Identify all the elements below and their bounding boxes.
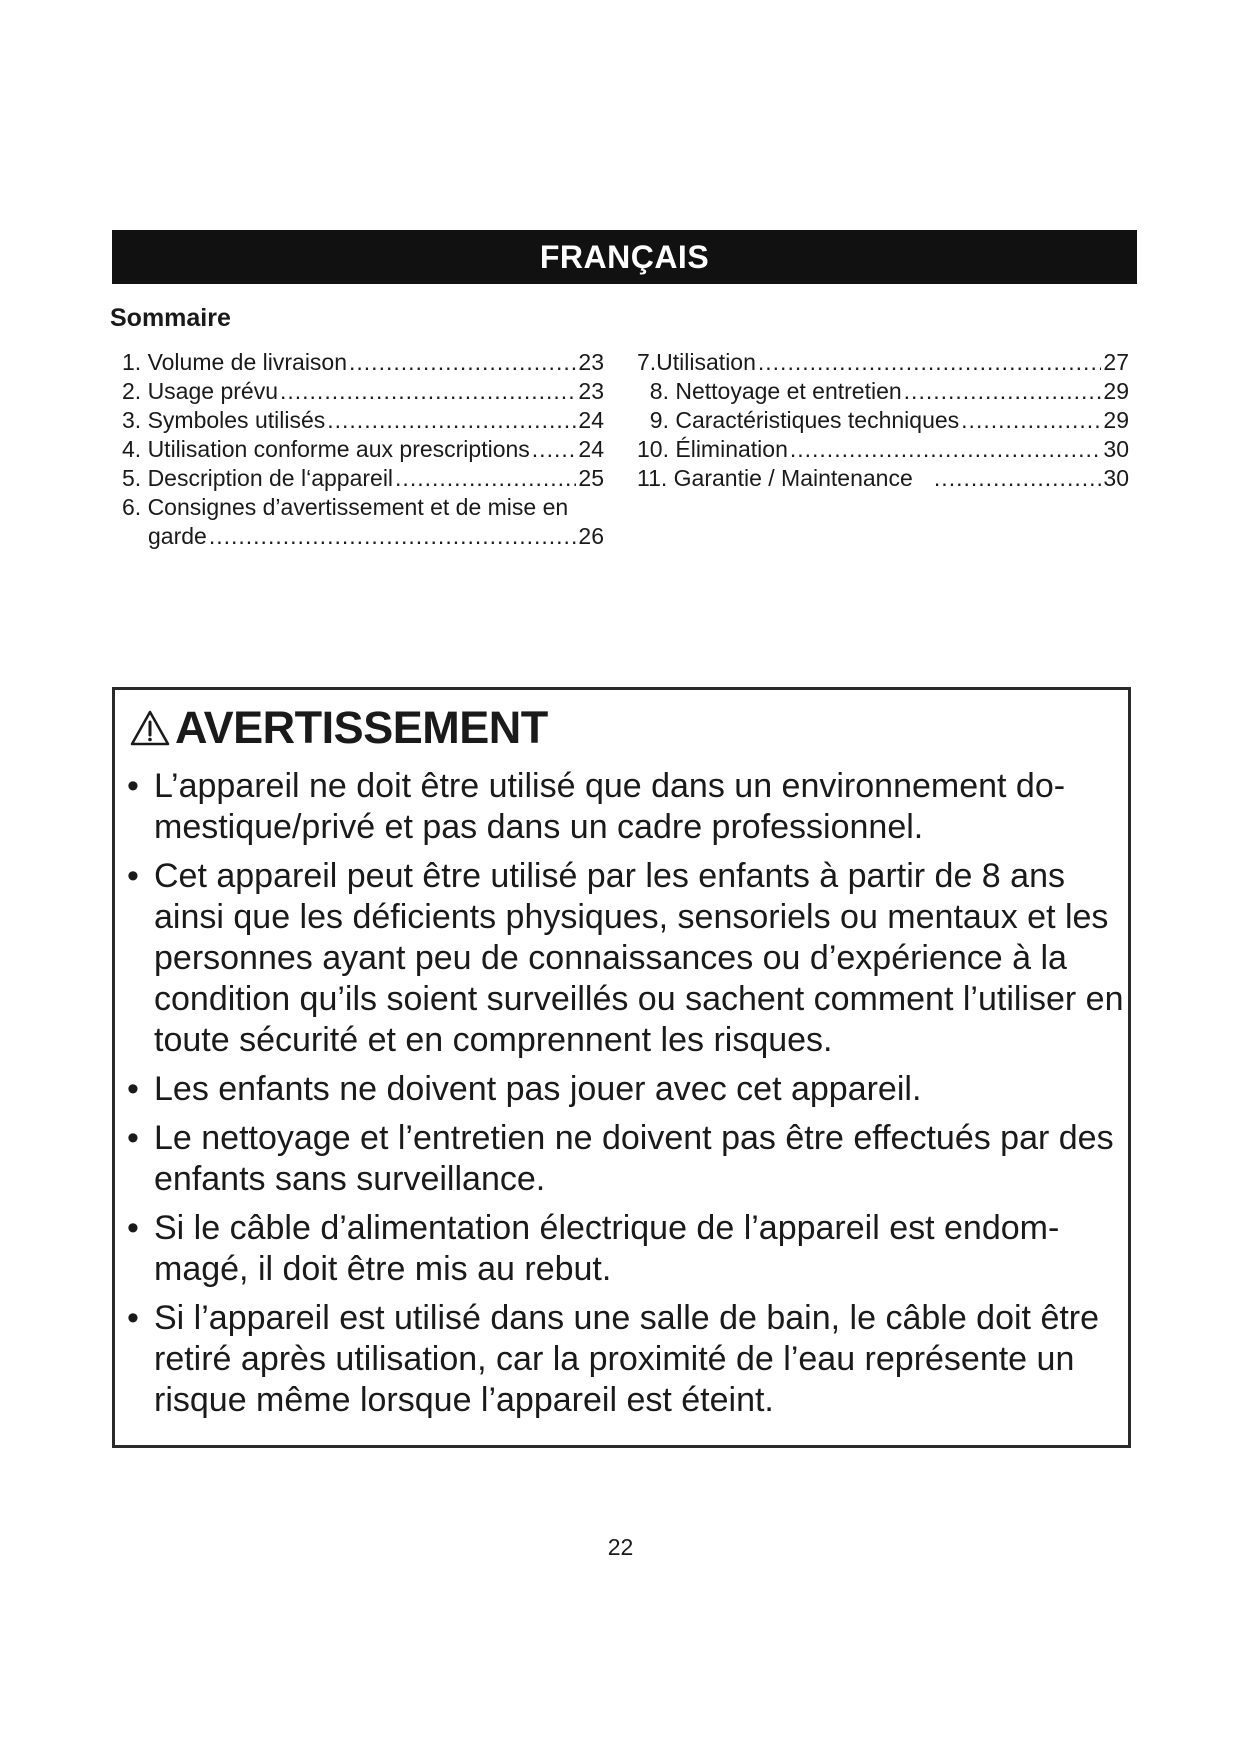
toc-leader — [349, 348, 576, 377]
toc-entry-page: 26 — [578, 523, 604, 549]
toc-right-column — [637, 348, 1129, 493]
warning-item — [127, 1118, 1127, 1200]
toc-entry-label: 6. Consignes d’avertissement et de mise en — [122, 494, 569, 520]
toc-entry-label: garde — [148, 523, 207, 549]
toc-entry-label: 7.Utilisation — [637, 349, 756, 375]
warning-item — [127, 1069, 1127, 1110]
toc-entry — [122, 522, 604, 551]
toc-entry — [122, 464, 604, 493]
toc-leader — [934, 464, 1101, 493]
toc-entry — [637, 348, 1129, 377]
toc-entry — [637, 464, 1129, 493]
warning-item — [127, 1208, 1127, 1290]
warning-list — [127, 766, 1127, 1429]
warning-title: AVERTISSEMENT — [175, 702, 548, 753]
toc-entry-label: 8. Nettoyage et entretien — [637, 378, 902, 404]
warning-item-text: Si le câble d’alimentation électrique de l’appareil est endom-magé, il doit être mis au rebut. — [154, 1209, 1060, 1288]
bullet-icon: • — [127, 767, 139, 805]
toc-entry-label: 3. Symboles utilisés — [122, 407, 326, 433]
toc-leader — [961, 406, 1101, 435]
toc-leader — [327, 406, 576, 435]
toc-leader — [904, 377, 1102, 406]
toc-entry — [122, 406, 604, 435]
toc-entry-page: 23 — [578, 349, 604, 375]
bullet-icon: • — [127, 1299, 139, 1337]
toc-entry-page: 24 — [578, 407, 604, 433]
toc-entry-page: 29 — [1103, 407, 1129, 433]
toc-title: Sommaire — [110, 304, 231, 332]
toc-leader — [280, 377, 576, 406]
warning-item — [127, 1298, 1127, 1421]
toc-entry-page: 23 — [578, 378, 604, 404]
bullet-icon: • — [127, 1070, 139, 1108]
toc-entry-page: 30 — [1103, 465, 1129, 491]
language-header — [112, 230, 1137, 284]
toc-entry-label: 10. Élimination — [637, 436, 788, 462]
toc-entry-page: 30 — [1103, 436, 1129, 462]
toc-leader — [758, 348, 1102, 377]
bullet-icon: • — [127, 1119, 139, 1157]
warning-box — [112, 687, 1131, 1448]
warning-heading — [129, 702, 548, 754]
warning-item-text: L’appareil ne doit être utilisé que dans un environnement do-mestique/privé et pas dans un cadre professionnel. — [154, 767, 1066, 846]
toc-leader — [209, 522, 577, 551]
page-number: 22 — [607, 1534, 634, 1560]
toc-entry — [637, 377, 1129, 406]
bullet-icon: • — [127, 857, 139, 895]
toc-entry-label: 9. Caractéristiques techniques — [637, 407, 960, 433]
toc-entry-label: 1. Volume de livraison — [122, 349, 348, 375]
toc-entry — [122, 348, 604, 377]
toc-entry-page: 25 — [578, 465, 604, 491]
toc-entry — [122, 435, 604, 464]
toc-entry-page: 27 — [1103, 349, 1129, 375]
warning-triangle-icon — [129, 709, 171, 747]
toc-entry — [637, 406, 1129, 435]
toc-leader — [790, 435, 1102, 464]
toc-leader — [395, 464, 576, 493]
warning-item — [127, 766, 1127, 848]
toc-entry-page: 29 — [1103, 378, 1129, 404]
toc-entry — [637, 435, 1129, 464]
warning-item-text: Les enfants ne doivent pas jouer avec cet appareil. — [154, 1070, 922, 1108]
toc-entry — [122, 377, 604, 406]
toc-entry-label: 5. Description de l‘appareil — [122, 465, 394, 491]
warning-item-text: Si l’appareil est utilisé dans une salle de bain, le câble doit être retiré après utilisation, car la proximité de l’eau représente un risque même lorsque l’appareil est éteint. — [154, 1299, 1100, 1419]
toc-entry-label: 2. Usage prévu — [122, 378, 278, 404]
toc-entry-label: 11. Garantie / Maintenance — [637, 465, 932, 491]
toc-entry-label: 4. Utilisation conforme aux prescriptions — [122, 436, 530, 462]
bullet-icon: • — [127, 1209, 139, 1247]
toc-leader — [532, 435, 577, 464]
toc-entry-page: 24 — [578, 436, 604, 462]
toc-left-column — [122, 348, 604, 551]
warning-item — [127, 856, 1127, 1061]
warning-item-text: Cet appareil peut être utilisé par les enfants à partir de 8 ans ainsi que les déficients physiques, sensoriels ou mentaux et les personnes ayant peu de connaissances ou d’expérience à la condition qu’ils soient surveillés ou sachent comment l’utiliser en toute sécurité et en comprennent les risques. — [154, 857, 1124, 1059]
warning-item-text: Le nettoyage et l’entretien ne doivent pas être effectués par des enfants sans surveillance. — [154, 1119, 1114, 1198]
language-title: FRANÇAIS — [539, 238, 710, 275]
